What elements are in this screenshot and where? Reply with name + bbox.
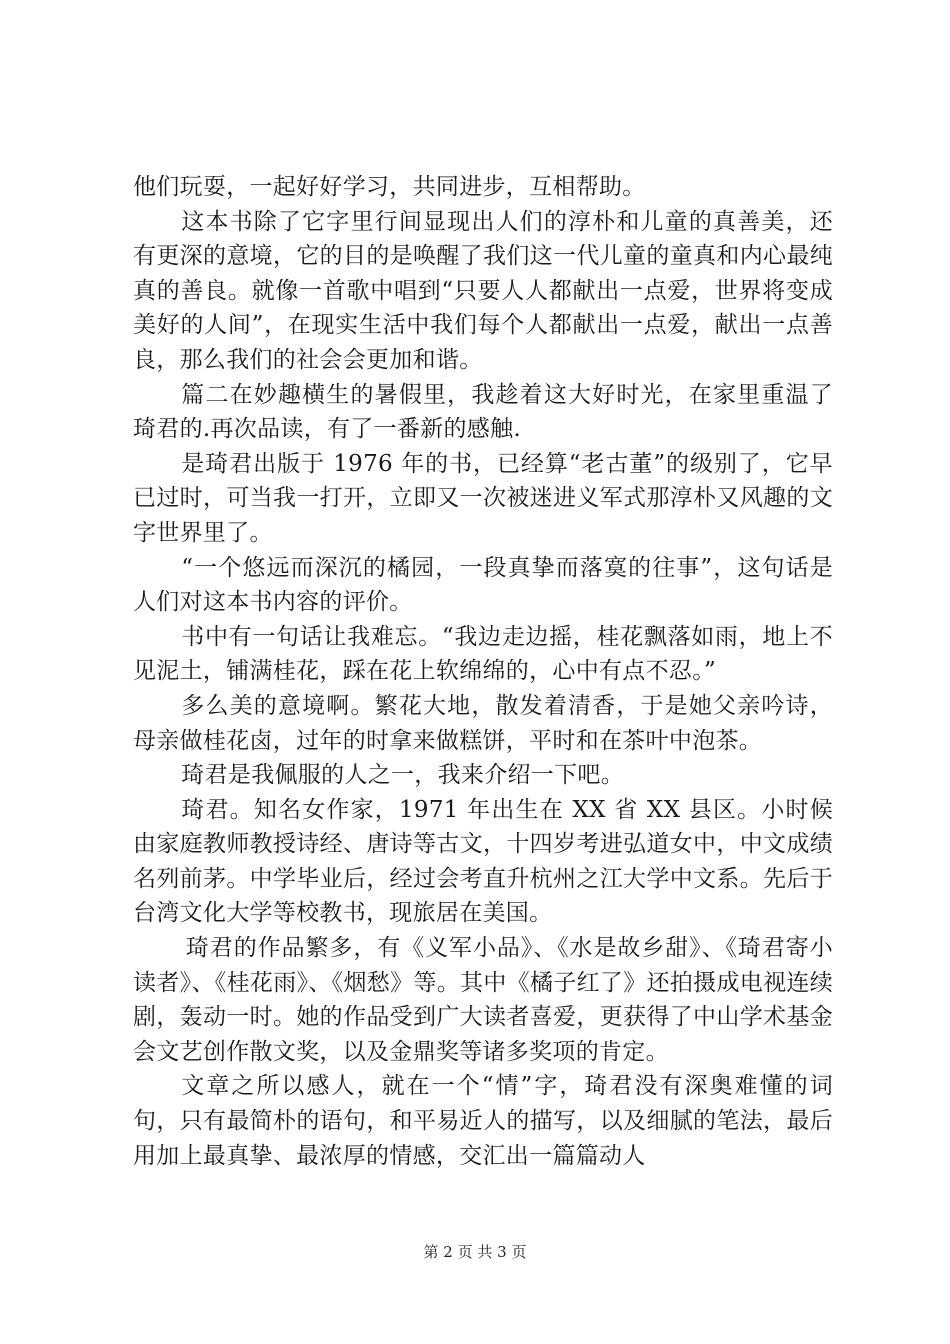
paragraph-4: 是琦君出版于 1976 年的书，已经算“老古董”的级别了，它早已过时，可当我一打开，立即又一次被迷进义军式那淳朴又风趣的文字世界里了。 [133, 450, 833, 546]
paragraph-11: 文章之所以感人，就在一个“情”字，琦君没有深奥难懂的词句，只有最简朴的语句，和平易近人的描写，以及细腻的笔法，最后用加上最真挚、最浓厚的情感，交汇出一篇篇动人 [133, 1073, 833, 1169]
paragraph-3: 篇二在妙趣横生的暑假里，我趁着这大好时光，在家里重温了琦君的.再次品读，有了一番新的感触. [133, 381, 833, 443]
paragraph-7: 多么美的意境啊。繁花大地，散发着清香，于是她父亲吟诗，母亲做桂花卤，过年的时拿来做糕饼，平时和在茶叶中泡茶。 [133, 692, 833, 754]
paragraph-8: 琦君是我佩服的人之一，我来介绍一下吧。 [181, 762, 624, 789]
paragraph-10: 琦君的作品繁多，有《义军小品》、《水是故乡甜》、《琦君寄小读者》、《桂花雨》、《烟愁》等。其中《橘子红了》还拍摄成电视连续剧，轰动一时。她的作品受到广大读者喜爱，更获得了中山学术基金会文艺创作散文奖，以及金鼎奖等诸多奖项的肯定。 [133, 935, 833, 1065]
paragraph-9: 琦君。知名女作家，1971 年出生在 XX 省 XX 县区。小时候由家庭教师教授诗经、唐诗等古文，十四岁考进弘道女中，中文成绩名列前茅。中学毕业后，经过会考直升杭州之江大学中文系。先后于台湾文化大学等校教书，现旅居在美国。 [133, 796, 833, 927]
paragraph-1: 他们玩耍，一起好好学习，共同进步，互相帮助。 [133, 174, 646, 200]
document-body [133, 170, 833, 1173]
paragraph-5: “一个悠远而深沉的橘园，一段真挚而落寞的往事”，这句话是人们对这本书内容的评价。 [133, 554, 833, 616]
paragraph-2: 这本书除了它字里行间显现出人们的淳朴和儿童的真善美，还有更深的意境，它的目的是唤醒了我们这一代儿童的童真和内心最纯真的善良。就像一首歌中唱到“只要人人都献出一点爱，世界将变成美好的人间”，在现实生活中我们每个人都献出一点爱，献出一点善良，那么我们的社会会更加和谐。 [133, 208, 833, 373]
paragraph-6: 书中有一句话让我难忘。“我边走边摇，桂花飘落如雨，地上不见泥土，铺满桂花，踩在花上软绵绵的，心中有点不忍。” [133, 623, 833, 685]
page-footer: 第 2 页 共 3 页 [423, 1243, 527, 1261]
